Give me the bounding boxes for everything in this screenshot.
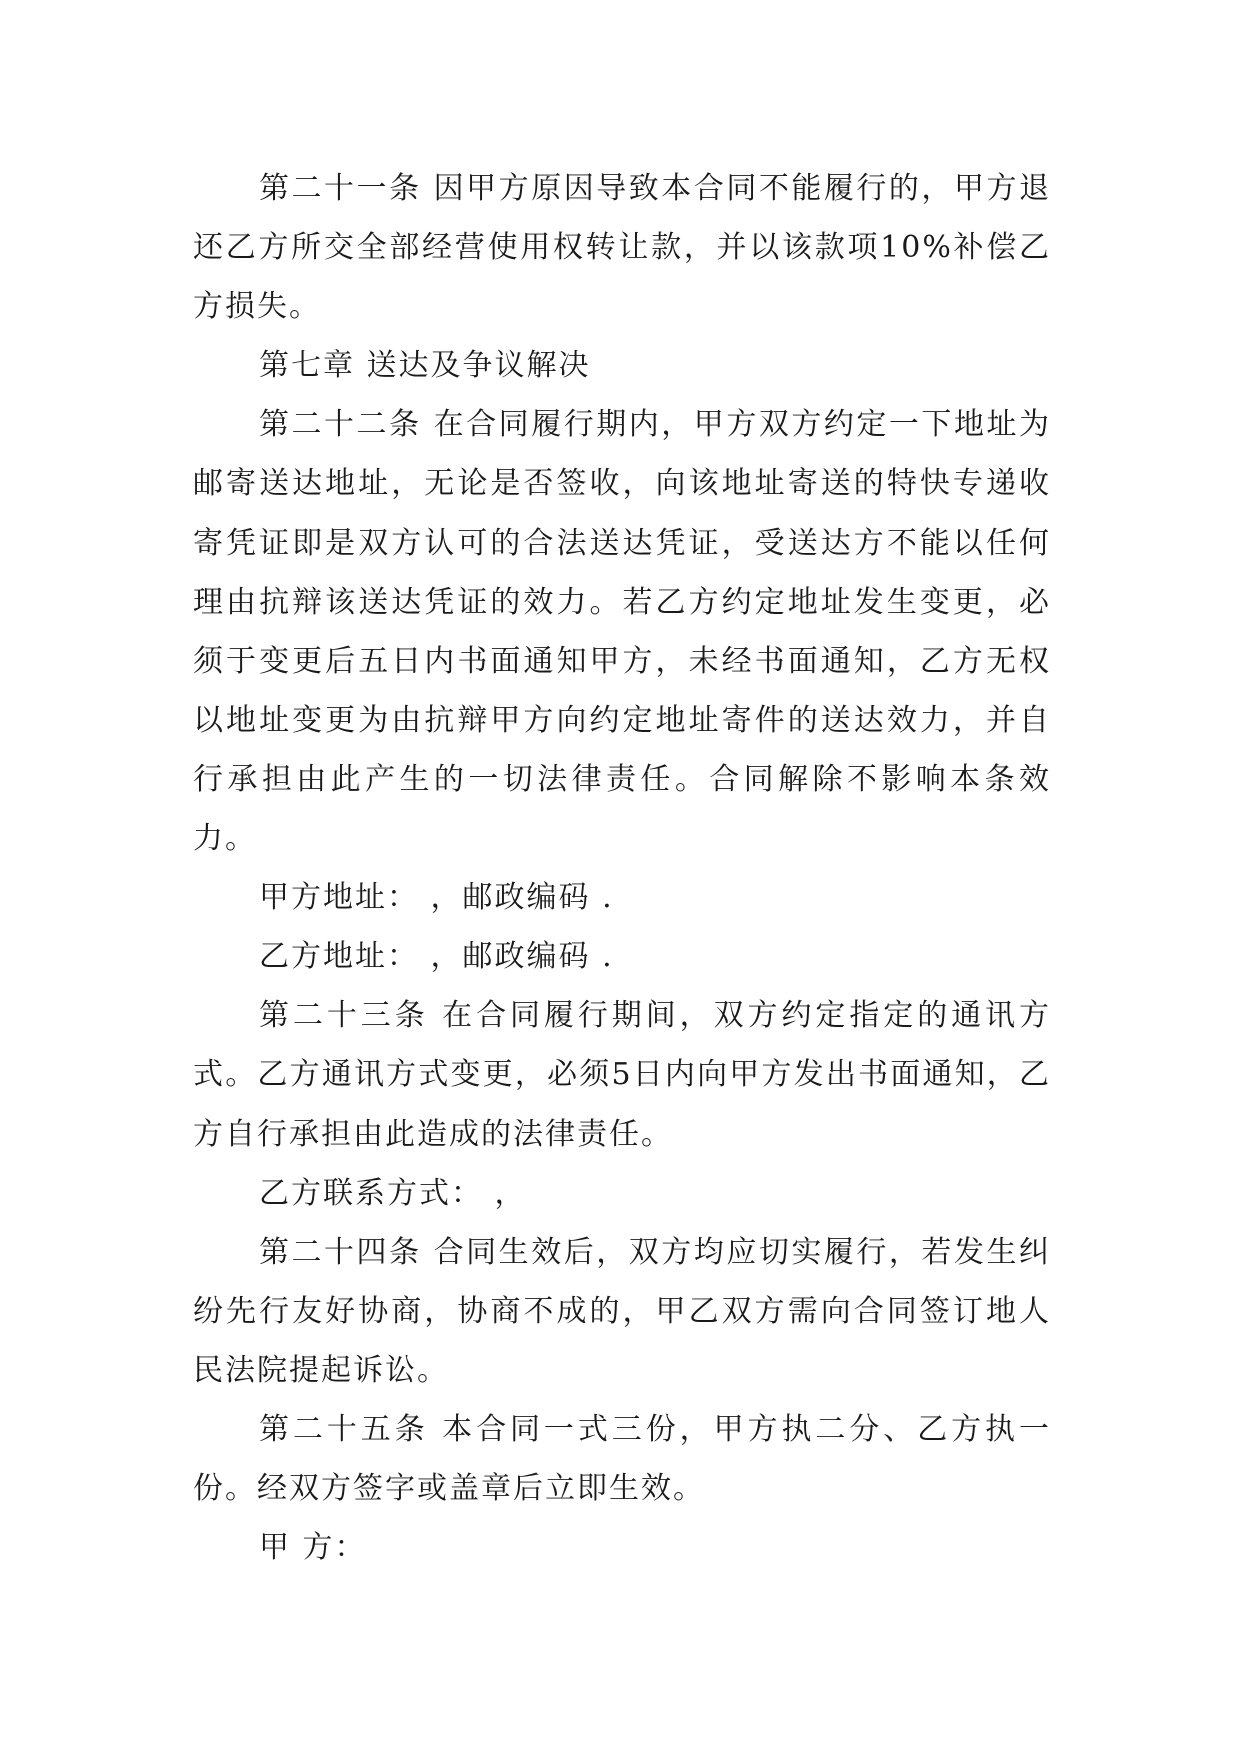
party-a-address: 甲方地址： ，邮政编码 . xyxy=(259,880,614,916)
chapter-7-heading: 第七章 送达及争议解决 xyxy=(259,348,591,384)
article-25: 第二十五条 本合同一式三份，甲方执二分、乙方执一份。经双方签字或盖章后立即生效。 xyxy=(193,1411,1051,1507)
party-a-signature-label: 甲 方： xyxy=(259,1530,367,1566)
party-b-contact: 乙方联系方式： ， xyxy=(259,1175,527,1211)
document-body xyxy=(193,159,1051,1577)
article-21: 第二十一条 因甲方原因导致本合同不能履行的，甲方退还乙方所交全部经营使用权转让款，并以该款项10%补偿乙方损失。 xyxy=(193,171,1051,325)
party-b-address: 乙方地址： ，邮政编码 . xyxy=(259,939,614,975)
article-23: 第二十三条 在合同履行期间，双方约定指定的通讯方式。乙方通讯方式变更，必须5日内向甲方发出书面通知，乙方自行承担由此造成的法律责任。 xyxy=(193,998,1051,1152)
article-24: 第二十四条 合同生效后，双方均应切实履行，若发生纠纷先行友好协商，协商不成的，甲乙双方需向合同签订地人民法院提起诉讼。 xyxy=(193,1234,1051,1388)
article-22: 第二十二条 在合同履行期内，甲方双方约定一下地址为邮寄送达地址，无论是否签收，向该地址寄送的特快专递收寄凭证即是双方认可的合法送达凭证，受送达方不能以任何理由抗辩该送达凭证的效力。若乙方约定地址发生变更，必须于变更后五日内书面通知甲方，未经书面通知，乙方无权以地址变更为由抗辩甲方向约定地址寄件的送达效力，并自行承担由此产生的一切法律责任。合同解除不影响本条效力。 xyxy=(193,407,1051,857)
